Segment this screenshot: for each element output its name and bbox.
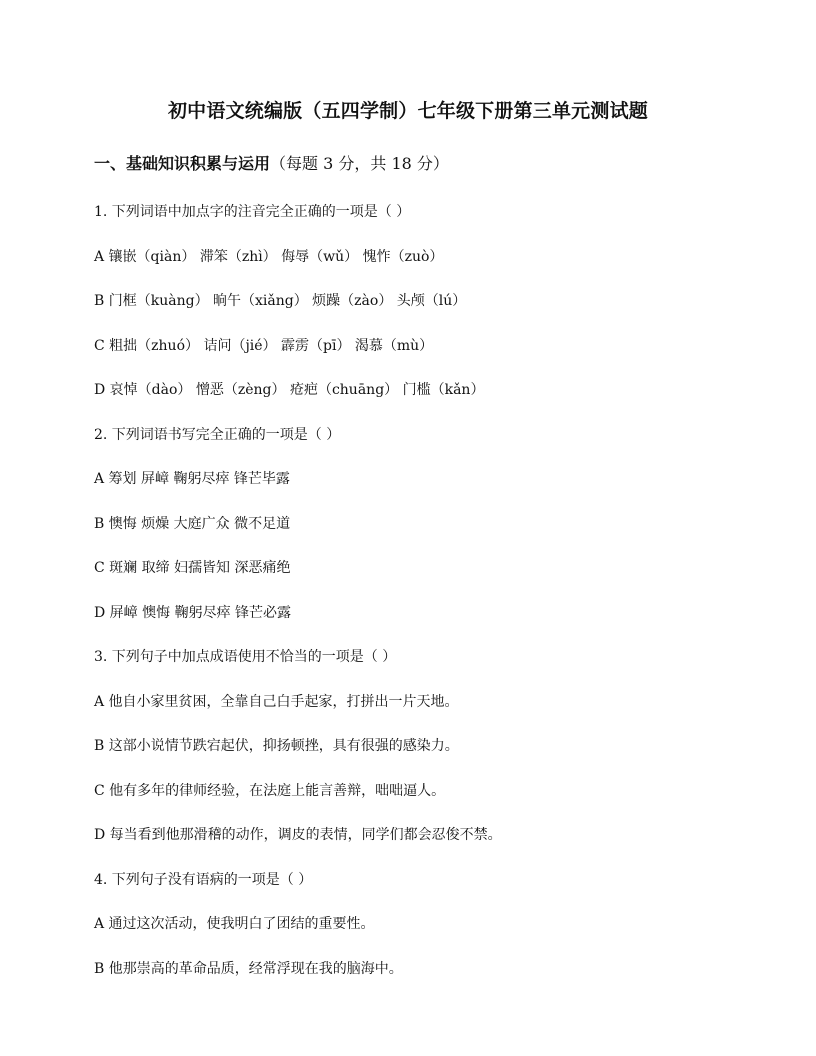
option-1a: A 镶嵌（qiàn） 滞笨（zhì） 侮辱（wǔ） 愧怍（zuò） bbox=[94, 249, 444, 265]
option-2a: A 筹划 屏嶂 鞠躬尽瘁 锋芒毕露 bbox=[94, 471, 290, 487]
section-heading bbox=[94, 151, 449, 174]
option-2b: B 懊悔 烦燥 大庭广众 微不足道 bbox=[94, 516, 291, 532]
question-2: 2. 下列词语书写完全正确的一项是（ ） bbox=[94, 427, 341, 443]
question-3: 3. 下列句子中加点成语使用不恰当的一项是（ ） bbox=[94, 649, 397, 665]
option-1c: C 粗拙（zhuó） 诘问（jié） 霹雳（pī） 渴慕（mù） bbox=[94, 338, 434, 354]
option-2c: C 斑斓 取缔 妇孺皆知 深恶痛绝 bbox=[94, 560, 291, 576]
section-heading-text: 一、基础知识积累与运用 bbox=[94, 154, 271, 173]
section-score-note: （每题 3 分，共 18 分） bbox=[270, 154, 449, 173]
question-1: 1. 下列词语中加点字的注音完全正确的一项是（ ） bbox=[94, 204, 411, 220]
option-2d: D 屏嶂 懊悔 鞠躬尽瘁 锋芒必露 bbox=[94, 605, 292, 621]
option-4a: A 通过这次活动，使我明白了团结的重要性。 bbox=[94, 916, 375, 932]
option-3a: A 他自小家里贫困，全靠自己白手起家，打拼出一片天地。 bbox=[94, 694, 459, 710]
option-3d: D 每当看到他那滑稽的动作，调皮的表情，同学们都会忍俊不禁。 bbox=[94, 827, 502, 843]
option-3c: C 他有多年的律师经验，在法庭上能言善辩，咄咄逼人。 bbox=[94, 783, 446, 799]
option-1d: D 哀悼（dào） 憎恶（zèng） 疮疤（chuāng） 门槛（kǎn） bbox=[94, 382, 485, 398]
option-1b: B 门框（kuàng） 晌午（xiǎng） 烦躁（zào） 头颅（lú） bbox=[94, 293, 467, 309]
option-4b: B 他那崇高的革命品质，经常浮现在我的脑海中。 bbox=[94, 961, 403, 977]
question-4: 4. 下列句子没有语病的一项是（ ） bbox=[94, 872, 313, 888]
document-title: 初中语文统编版（五四学制）七年级下册第三单元测试题 bbox=[167, 100, 648, 122]
option-3b: B 这部小说情节跌宕起伏，抑扬顿挫，具有很强的感染力。 bbox=[94, 738, 459, 754]
